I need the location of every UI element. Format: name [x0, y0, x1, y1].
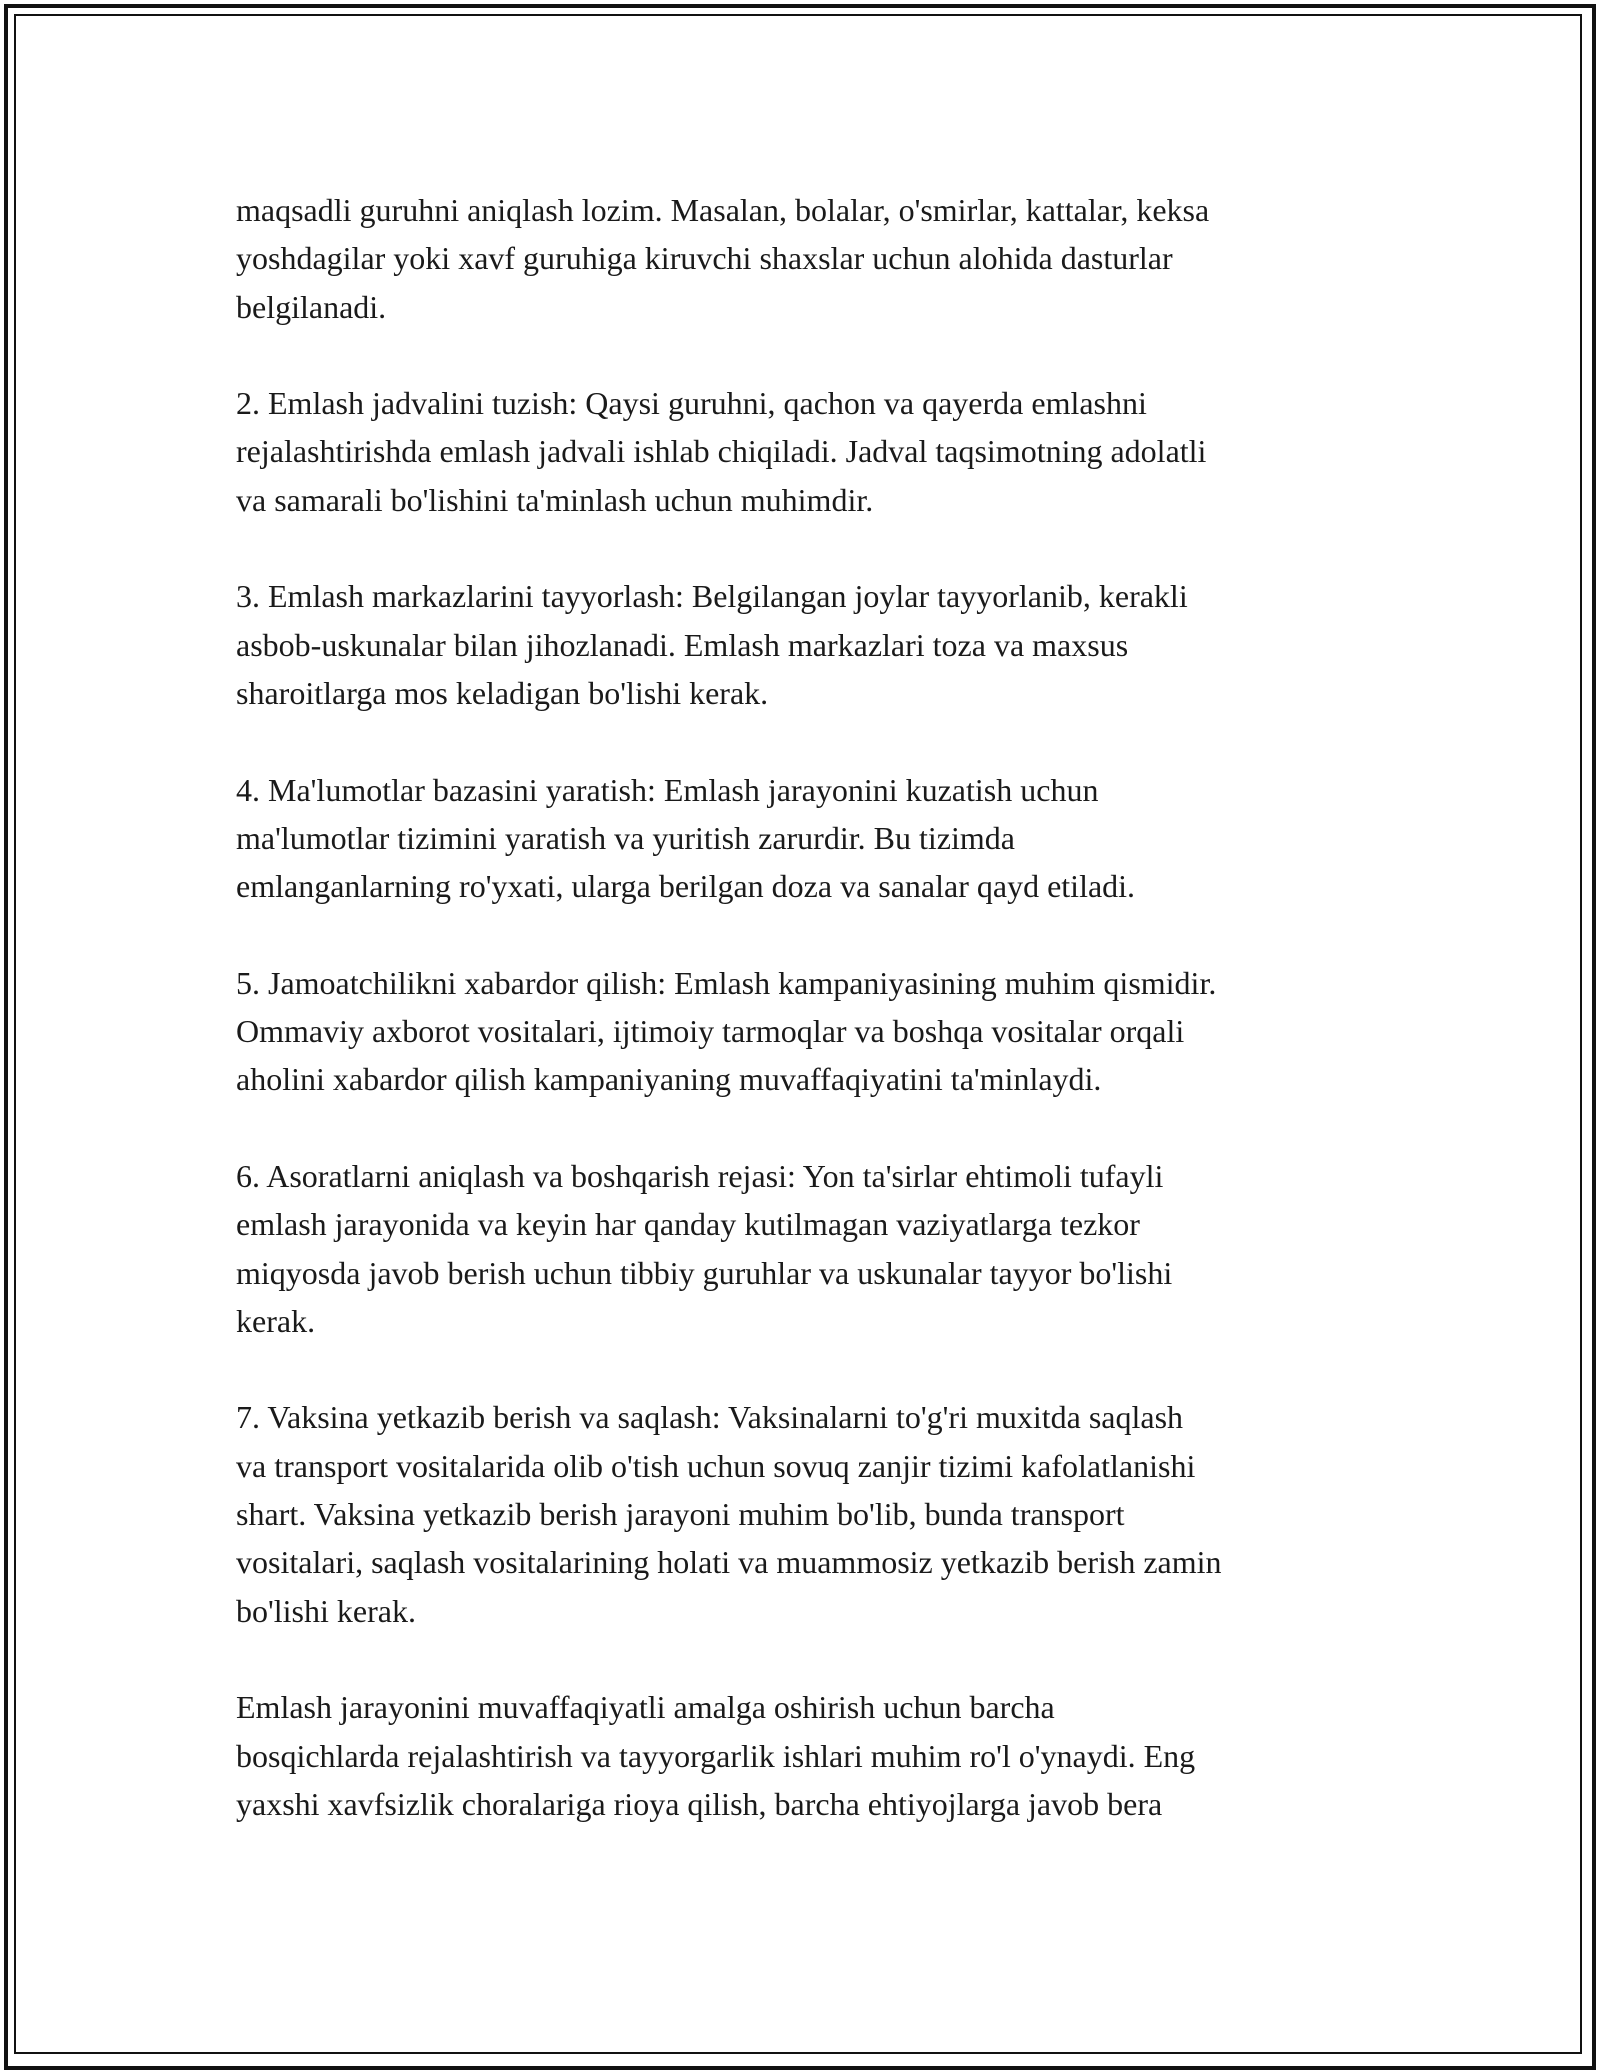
- paragraph-item-2: 2. Emlash jadvalini tuzish: Qaysi guruhni, qachon va qayerda emlashni rejalashtirishda emlash jadvali ishlab chiqiladi. Jadval taqsimotning adolatli va samarali bo'lishini ta'minlash uchun muhimdir.: [236, 385, 1207, 518]
- document-body: [236, 186, 1376, 1828]
- paragraph-item-4: 4. Ma'lumotlar bazasini yaratish: Emlash jarayonini kuzatish uchun ma'lumotlar tizimini yaratish va yuritish zarurdir. Bu tizimda emlanganlarning ro'yxati, ularga berilgan doza va sanalar qayd etiladi.: [236, 771, 1136, 905]
- paragraph-item-7: 7. Vaksina yetkazib berish va saqlash: Vaksinalarni to'g'ri muxitda saqlash va transport vositalarida olib o'tish uchun sovuq zanjir tizimi kafolatlanishi shart. Vaksina yetkazib berish jarayoni muhim bo'lib, bunda transport vositalari, saqlash vositalarining holati va muammosiz yetkazib berish zamin bo'lishi kerak.: [236, 1399, 1222, 1629]
- paragraph-item-5: 5. Jamoatchilikni xabardor qilish: Emlash kampaniyasining muhim qismidir. Ommaviy axborot vositalari, ijtimoiy tarmoqlar va boshqa vositalar orqali aholini xabardor qilish kampaniyaning muvaffaqiyatini ta'minlaydi.: [236, 964, 1217, 1098]
- paragraph-item-3: 3. Emlash markazlarini tayyorlash: Belgilangan joylar tayyorlanib, kerakli asbob-uskunalar bilan jihozlanadi. Emlash markazlari toza va maxsus sharoitlarga mos keladigan bo'lishi kerak.: [236, 578, 1188, 711]
- paragraph-conclusion: Emlash jarayonini muvaffaqiyatli amalga oshirish uchun barcha bosqichlarda rejalashtirish va tayyorgarlik ishlari muhim ro'l o'ynaydi. Eng yaxshi xavfsizlik choralariga rioya qilish, barcha ehtiyojlarga javob bera: [236, 1689, 1196, 1822]
- paragraph-intro-continuation: maqsadli guruhni aniqlash lozim. Masalan, bolalar, o'smirlar, kattalar, keksa yoshdagilar yoki xavf guruhiga kiruvchi shaxslar uchun alohida dasturlar belgilanadi.: [236, 192, 1210, 325]
- paragraph-item-6: 6. Asoratlarni aniqlash va boshqarish rejasi: Yon ta'sirlar ehtimoli tufayli emlash jarayonida va keyin har qanday kutilmagan vaziyatlarga tezkor miqyosda javob berish uchun tibbiy guruhlar va uskunalar tayyor bo'lishi kerak.: [236, 1157, 1173, 1339]
